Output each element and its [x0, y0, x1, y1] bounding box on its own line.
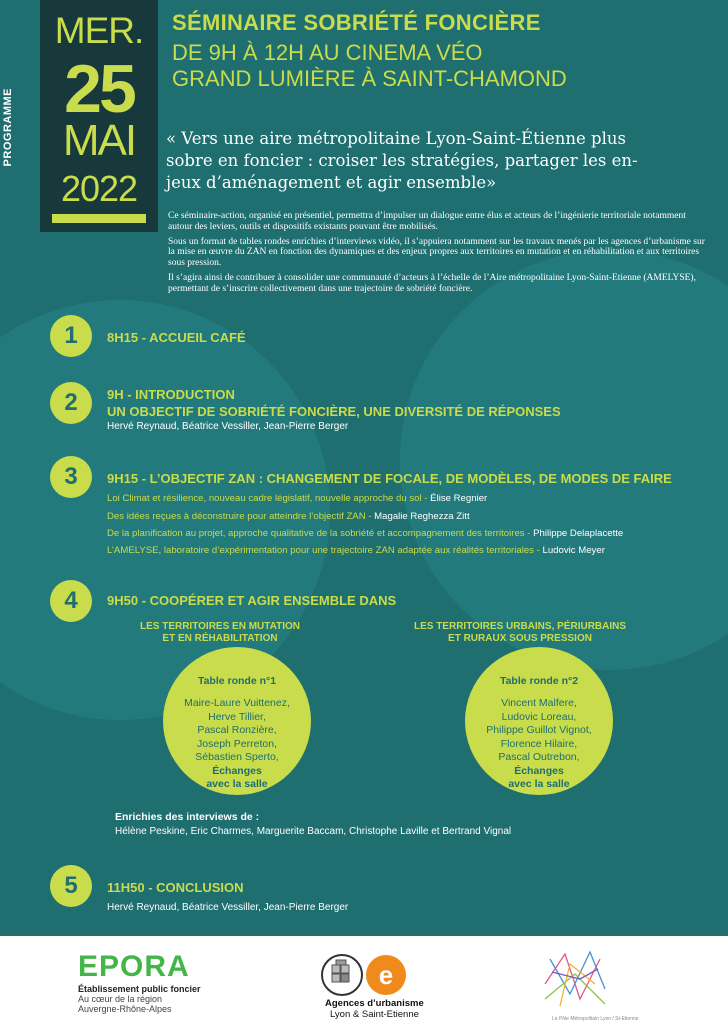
round-table-names: Maire-Laure Vuittenez, Herve Tillier, Pascal Ronzière, Joseph Perreton, Sébastien Sperto, [184, 697, 290, 763]
decorative-circle [400, 250, 728, 670]
date-month: MAI [62, 116, 136, 165]
agences-name: Agences d’urbanisme [325, 998, 424, 1009]
epora-logo: EPORA [78, 950, 190, 983]
speaker: Ludovic Meyer [542, 545, 605, 556]
decorative-circle [0, 300, 330, 720]
round-table-2 [465, 647, 613, 795]
step-3-item: De la planification au projet, approche qualitative de la sobriété et accompagnement des territoires - Philippe Delaplacette [107, 528, 624, 539]
intro-paragraph: Il s’agira ainsi de contribuer à consolider une communauté d’acteurs à l’échelle de l’Aire métropolitaine Lyon-Saint-Etienne (AMELYSE), permettant de s’inscrire collectivement dans une trajectoire de sobriété foncière. [168, 272, 696, 294]
quote-line: sobre en foncier : croiser les stratégies, partager les en- [166, 151, 638, 170]
round-table-exchange: avec la salle [206, 778, 268, 790]
round-table-title: Table ronde n°1 [197, 675, 277, 687]
step-3-item: L’AMELYSE, laboratoire d’expérimentation pour une trajectoire ZAN adaptée aux réalités territoriales - Ludovic Meyer [107, 545, 605, 556]
speaker: Élise Regnier [430, 493, 488, 504]
subtitle-time: DE 9H À 12H AU CINEMA VÉO [172, 40, 483, 65]
round-table-names: Vincent Malfere, Ludovic Loreau, Philippe Guillot Vignot, Florence Hilaire, Pascal Outrebon, [486, 697, 592, 763]
date-year: 2022 [60, 168, 138, 209]
column-title-mutation: LES TERRITOIRES EN MUTATION ET EN RÉHABILITATION [139, 621, 300, 644]
interviews-names: Hélène Peskine, Eric Charmes, Marguerite Baccam, Christophe Laville et Bertrand Vignal [115, 826, 512, 837]
step-2-heading: 9H - INTRODUCTION [107, 387, 235, 402]
page-title: SÉMINAIRE SOBRIÉTÉ FONCIÈRE [172, 10, 541, 35]
step-number-2: 2 [50, 382, 92, 424]
step-3-item: Des idées reçues à déconstruire pour atteindre l’objectif ZAN - Magalie Reghezza Zitt [107, 511, 470, 522]
step-3-heading: 9H15 - L’OBJECTIF ZAN : CHANGEMENT DE FOCALE, DE MODÈLES, DE MODES DE FAIRE [107, 471, 672, 486]
svg-text:e: e [378, 960, 394, 990]
date-day: 25 [64, 51, 134, 127]
intro-paragraph: Ce séminaire-action, organisé en présentiel, permettra d’impulser un dialogue entre élus et acteurs de l’ingénierie territoriale notamment autour des leviers, outils et dispositifs existants pouvant être mobilisés. [168, 211, 686, 232]
speaker: Magalie Reghezza Zitt [374, 511, 470, 522]
step-number-3: 3 [50, 456, 92, 498]
intro-paragraph: Sous un format de tables rondes enrichies d’interviews vidéo, il s’appuiera notamment sur les travaux menés par les agences d’urbanisme sur la mise en œuvre du ZAN en fonction des dynamiques et des enjeux propres aux territoires en mutation et en réhabilitation et aux territoires sous pression. [168, 236, 705, 269]
step-2-subheading: UN OBJECTIF DE SOBRIÉTÉ FONCIÈRE, UNE DIVERSITÉ DE RÉPONSES [107, 404, 561, 419]
step-5-heading: 11H50 - CONCLUSION [107, 880, 244, 895]
step-1-heading: 8H15 - ACCUEIL CAFÉ [107, 330, 246, 345]
date-box [40, 0, 158, 232]
round-table-exchange: Échanges [514, 765, 564, 777]
side-label: PROGRAMME [2, 88, 14, 167]
round-table-exchange: Échanges [212, 765, 262, 777]
quote [166, 128, 711, 194]
step-3-item: Loi Climat et résilience, nouveau cadre législatif, nouvelle approche du sol - Élise Regnier [107, 493, 488, 504]
pole-metropolitain-logo-icon [540, 944, 610, 1014]
step-number-1: 1 [50, 315, 92, 357]
step-5-speakers: Hervé Reynaud, Béatrice Vessiller, Jean-Pierre Berger [107, 902, 349, 913]
quote-line: « Vers une aire métropolitaine Lyon-Saint-Étienne plus [166, 129, 626, 148]
footer-logos [0, 936, 728, 1030]
step-4-heading: 9H50 - COOPÉRER ET AGIR ENSEMBLE DANS [107, 593, 397, 608]
subtitle-place: GRAND LUMIÈRE À SAINT-CHAMOND [172, 66, 567, 91]
round-table-title: Table ronde n°2 [499, 675, 579, 687]
step-2-speakers: Hervé Reynaud, Béatrice Vessiller, Jean-Pierre Berger [107, 421, 349, 432]
speaker: Philippe Delaplacette [533, 528, 624, 539]
agences-urbanisme-logo-icon [320, 952, 410, 998]
epora-tagline: Établissement public foncier Au cœur de la région Auvergne-Rhône-Alpes [78, 984, 201, 1014]
step-number-5: 5 [50, 865, 92, 907]
date-day-name: MER. [54, 10, 144, 51]
quote-line: jeux d’aménagement et agir ensemble» [166, 173, 497, 192]
step-number-4: 4 [50, 580, 92, 622]
round-table-exchange: avec la salle [508, 778, 570, 790]
date-underline [52, 214, 146, 223]
pole-metropolitain-caption: Le Pôle Métropolitain Lyon / St-Etienne [552, 1016, 639, 1022]
round-table-1 [163, 647, 311, 795]
intro-text [168, 211, 708, 299]
column-title-pression: LES TERRITOIRES URBAINS, PÉRIURBAINS ET RURAUX SOUS PRESSION [413, 621, 627, 644]
agences-cities: Lyon & Saint-Etienne [330, 1009, 419, 1020]
interviews-title: Enrichies des interviews de : [115, 811, 260, 823]
